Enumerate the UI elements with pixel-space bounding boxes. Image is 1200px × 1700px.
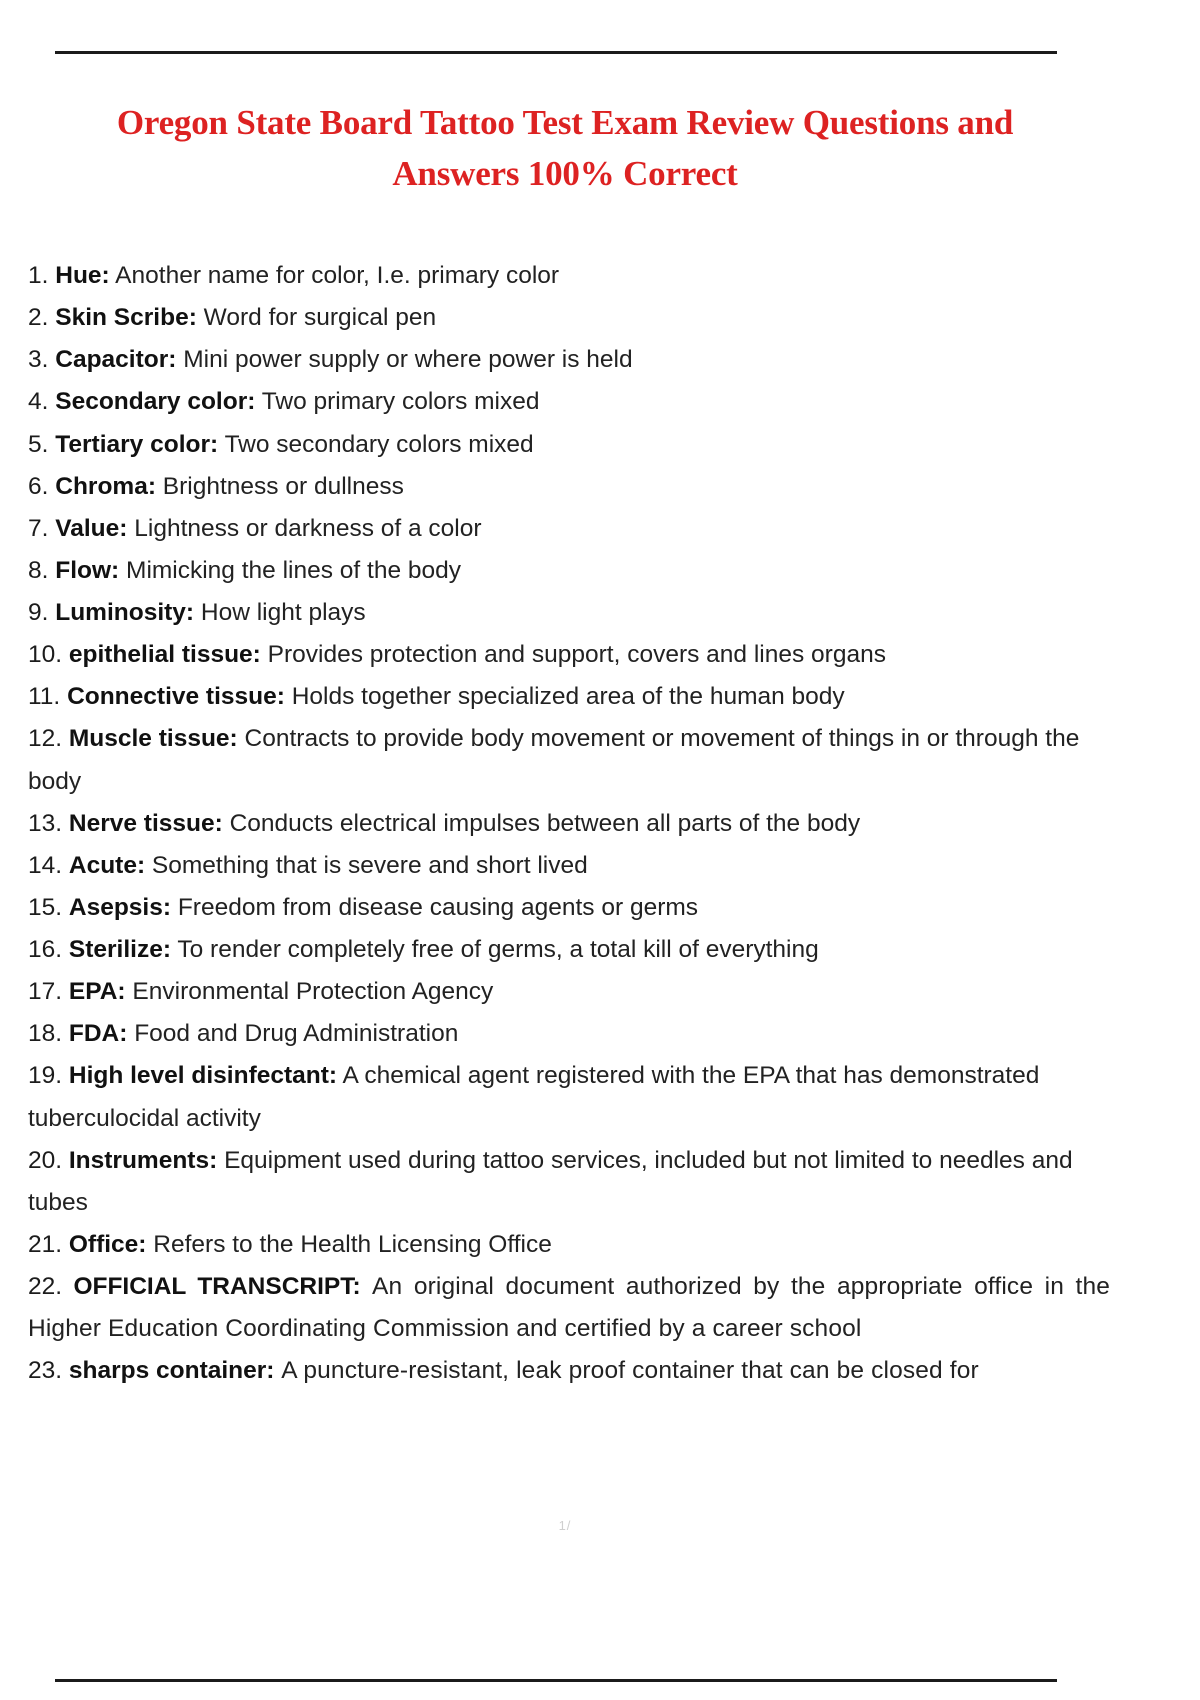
definition-term: Chroma:: [55, 472, 156, 500]
definition-number: 11.: [28, 683, 61, 711]
definition-number: 17.: [28, 978, 63, 1006]
definition-item: [28, 1266, 1110, 1350]
definition-term: Office:: [68, 1230, 147, 1258]
definition-body: Two secondary colors mixed: [224, 430, 534, 458]
definition-term: Hue:: [55, 262, 110, 289]
definition-term: Capacitor:: [55, 346, 177, 374]
definition-item: [28, 845, 1110, 887]
definition-number: 1.: [28, 262, 49, 289]
footer-divider-rule: [55, 1679, 1057, 1682]
definition-item: [28, 255, 1110, 297]
definition-number: 10.: [28, 641, 63, 669]
definition-term: Instruments:: [68, 1146, 218, 1174]
definition-body: Lightness or darkness of a color: [134, 514, 482, 542]
definition-item: [28, 339, 1110, 381]
definition-number: 12.: [28, 725, 63, 753]
definition-term: Tertiary color:: [55, 430, 219, 458]
definition-item: [28, 718, 1110, 802]
definition-item: [28, 424, 1110, 466]
definition-item: [28, 466, 1110, 508]
definition-number: 18.: [28, 1020, 63, 1048]
definition-body: Freedom from disease causing agents or germs: [177, 893, 699, 921]
definition-term: sharps container:: [68, 1357, 275, 1385]
definition-term: epithelial tissue:: [68, 641, 261, 669]
definition-number: 20.: [28, 1146, 63, 1174]
definition-item: [28, 1350, 1110, 1392]
definition-number: 19.: [28, 1062, 63, 1090]
definition-body: Two primary colors mixed: [261, 388, 540, 416]
definition-item: [28, 971, 1110, 1013]
definition-body: Mini power supply or where power is held: [183, 346, 633, 374]
definition-term: FDA:: [68, 1020, 128, 1048]
definition-body: An original document authorized by the appropriate office in the Higher Education Coordinating Commission and certified by a career school: [28, 1273, 1111, 1343]
definition-body: Refers to the Health Licensing Office: [153, 1230, 552, 1258]
definition-body: Mimicking the lines of the body: [126, 556, 462, 584]
definition-item: [28, 887, 1110, 929]
page-number-marker: 1/: [558, 1518, 572, 1533]
definition-term: Connective tissue:: [67, 683, 285, 711]
definition-term: Flow:: [55, 556, 120, 584]
definition-number: 3.: [28, 346, 49, 374]
definition-number: 2.: [28, 304, 49, 332]
definition-item: [28, 381, 1110, 423]
definition-item: [28, 1013, 1110, 1055]
definition-term: Nerve tissue:: [68, 809, 223, 837]
definition-body: Conducts electrical impulses between all parts of the body: [229, 809, 861, 837]
definition-body: Something that is severe and short lived: [151, 851, 588, 879]
definition-body: Provides protection and support, covers and lines organs: [267, 641, 886, 669]
definition-body: Equipment used during tattoo services, included but not limited to needles and tubes: [28, 1146, 1073, 1216]
definition-item: [28, 634, 1110, 676]
definition-body: A chemical agent registered with the EPA that has demonstrated tuberculocidal activity: [28, 1062, 1040, 1132]
definition-body: Food and Drug Administration: [134, 1020, 459, 1048]
definition-term: EPA:: [68, 978, 126, 1006]
definition-number: 13.: [28, 809, 63, 837]
definition-term: Asepsis:: [68, 893, 172, 921]
definition-number: 15.: [28, 893, 63, 921]
definition-term: OFFICIAL TRANSCRIPT:: [73, 1273, 361, 1300]
definition-body: To render completely free of germs, a total kill of everything: [177, 936, 819, 963]
definition-number: 22.: [28, 1273, 63, 1300]
definition-body: Word for surgical pen: [203, 304, 437, 332]
definition-body: Holds together specialized area of the human body: [291, 683, 845, 711]
definition-term: Acute:: [68, 851, 146, 879]
definition-item: [28, 550, 1110, 592]
definition-body: How light plays: [200, 599, 366, 626]
definition-number: 16.: [28, 936, 63, 963]
definitions-list: [28, 255, 1110, 1392]
definition-term: Luminosity:: [55, 599, 195, 626]
definition-number: 14.: [28, 851, 63, 879]
definition-term: Secondary color:: [55, 388, 256, 416]
header-divider-rule: [55, 51, 1057, 54]
definition-number: 5.: [28, 430, 49, 458]
definition-term: Skin Scribe:: [55, 304, 197, 332]
definition-item: [28, 676, 1110, 718]
definition-item: [28, 508, 1110, 550]
definition-body: A puncture-resistant, leak proof container that can be closed for: [281, 1357, 979, 1385]
definition-body: Environmental Protection Agency: [132, 978, 494, 1006]
definition-item: [28, 1140, 1110, 1224]
definition-term: Value:: [55, 514, 128, 542]
definition-number: 7.: [28, 514, 49, 542]
definition-body: Brightness or dullness: [162, 472, 404, 500]
definition-body: Another name for color, I.e. primary color: [115, 262, 560, 289]
page-title: Oregon State Board Tattoo Test Exam Review Questions and Answers 100% Correct: [116, 103, 1014, 193]
definition-item: [28, 1055, 1110, 1139]
definition-term: High level disinfectant:: [68, 1062, 338, 1090]
definition-number: 23.: [28, 1357, 63, 1385]
definition-number: 6.: [28, 472, 49, 500]
definition-term: Muscle tissue:: [68, 725, 238, 753]
definition-number: 8.: [28, 556, 49, 584]
definition-body: Contracts to provide body movement or movement of things in or through the body: [28, 725, 1080, 795]
definition-item: [28, 297, 1110, 339]
definition-item: [28, 1224, 1110, 1266]
definition-item: [28, 592, 1110, 634]
definition-term: Sterilize:: [68, 936, 171, 963]
definition-item: [28, 803, 1110, 845]
definition-number: 9.: [28, 599, 49, 626]
definition-item: [28, 929, 1110, 971]
definition-number: 21.: [28, 1230, 63, 1258]
definition-number: 4.: [28, 388, 49, 416]
